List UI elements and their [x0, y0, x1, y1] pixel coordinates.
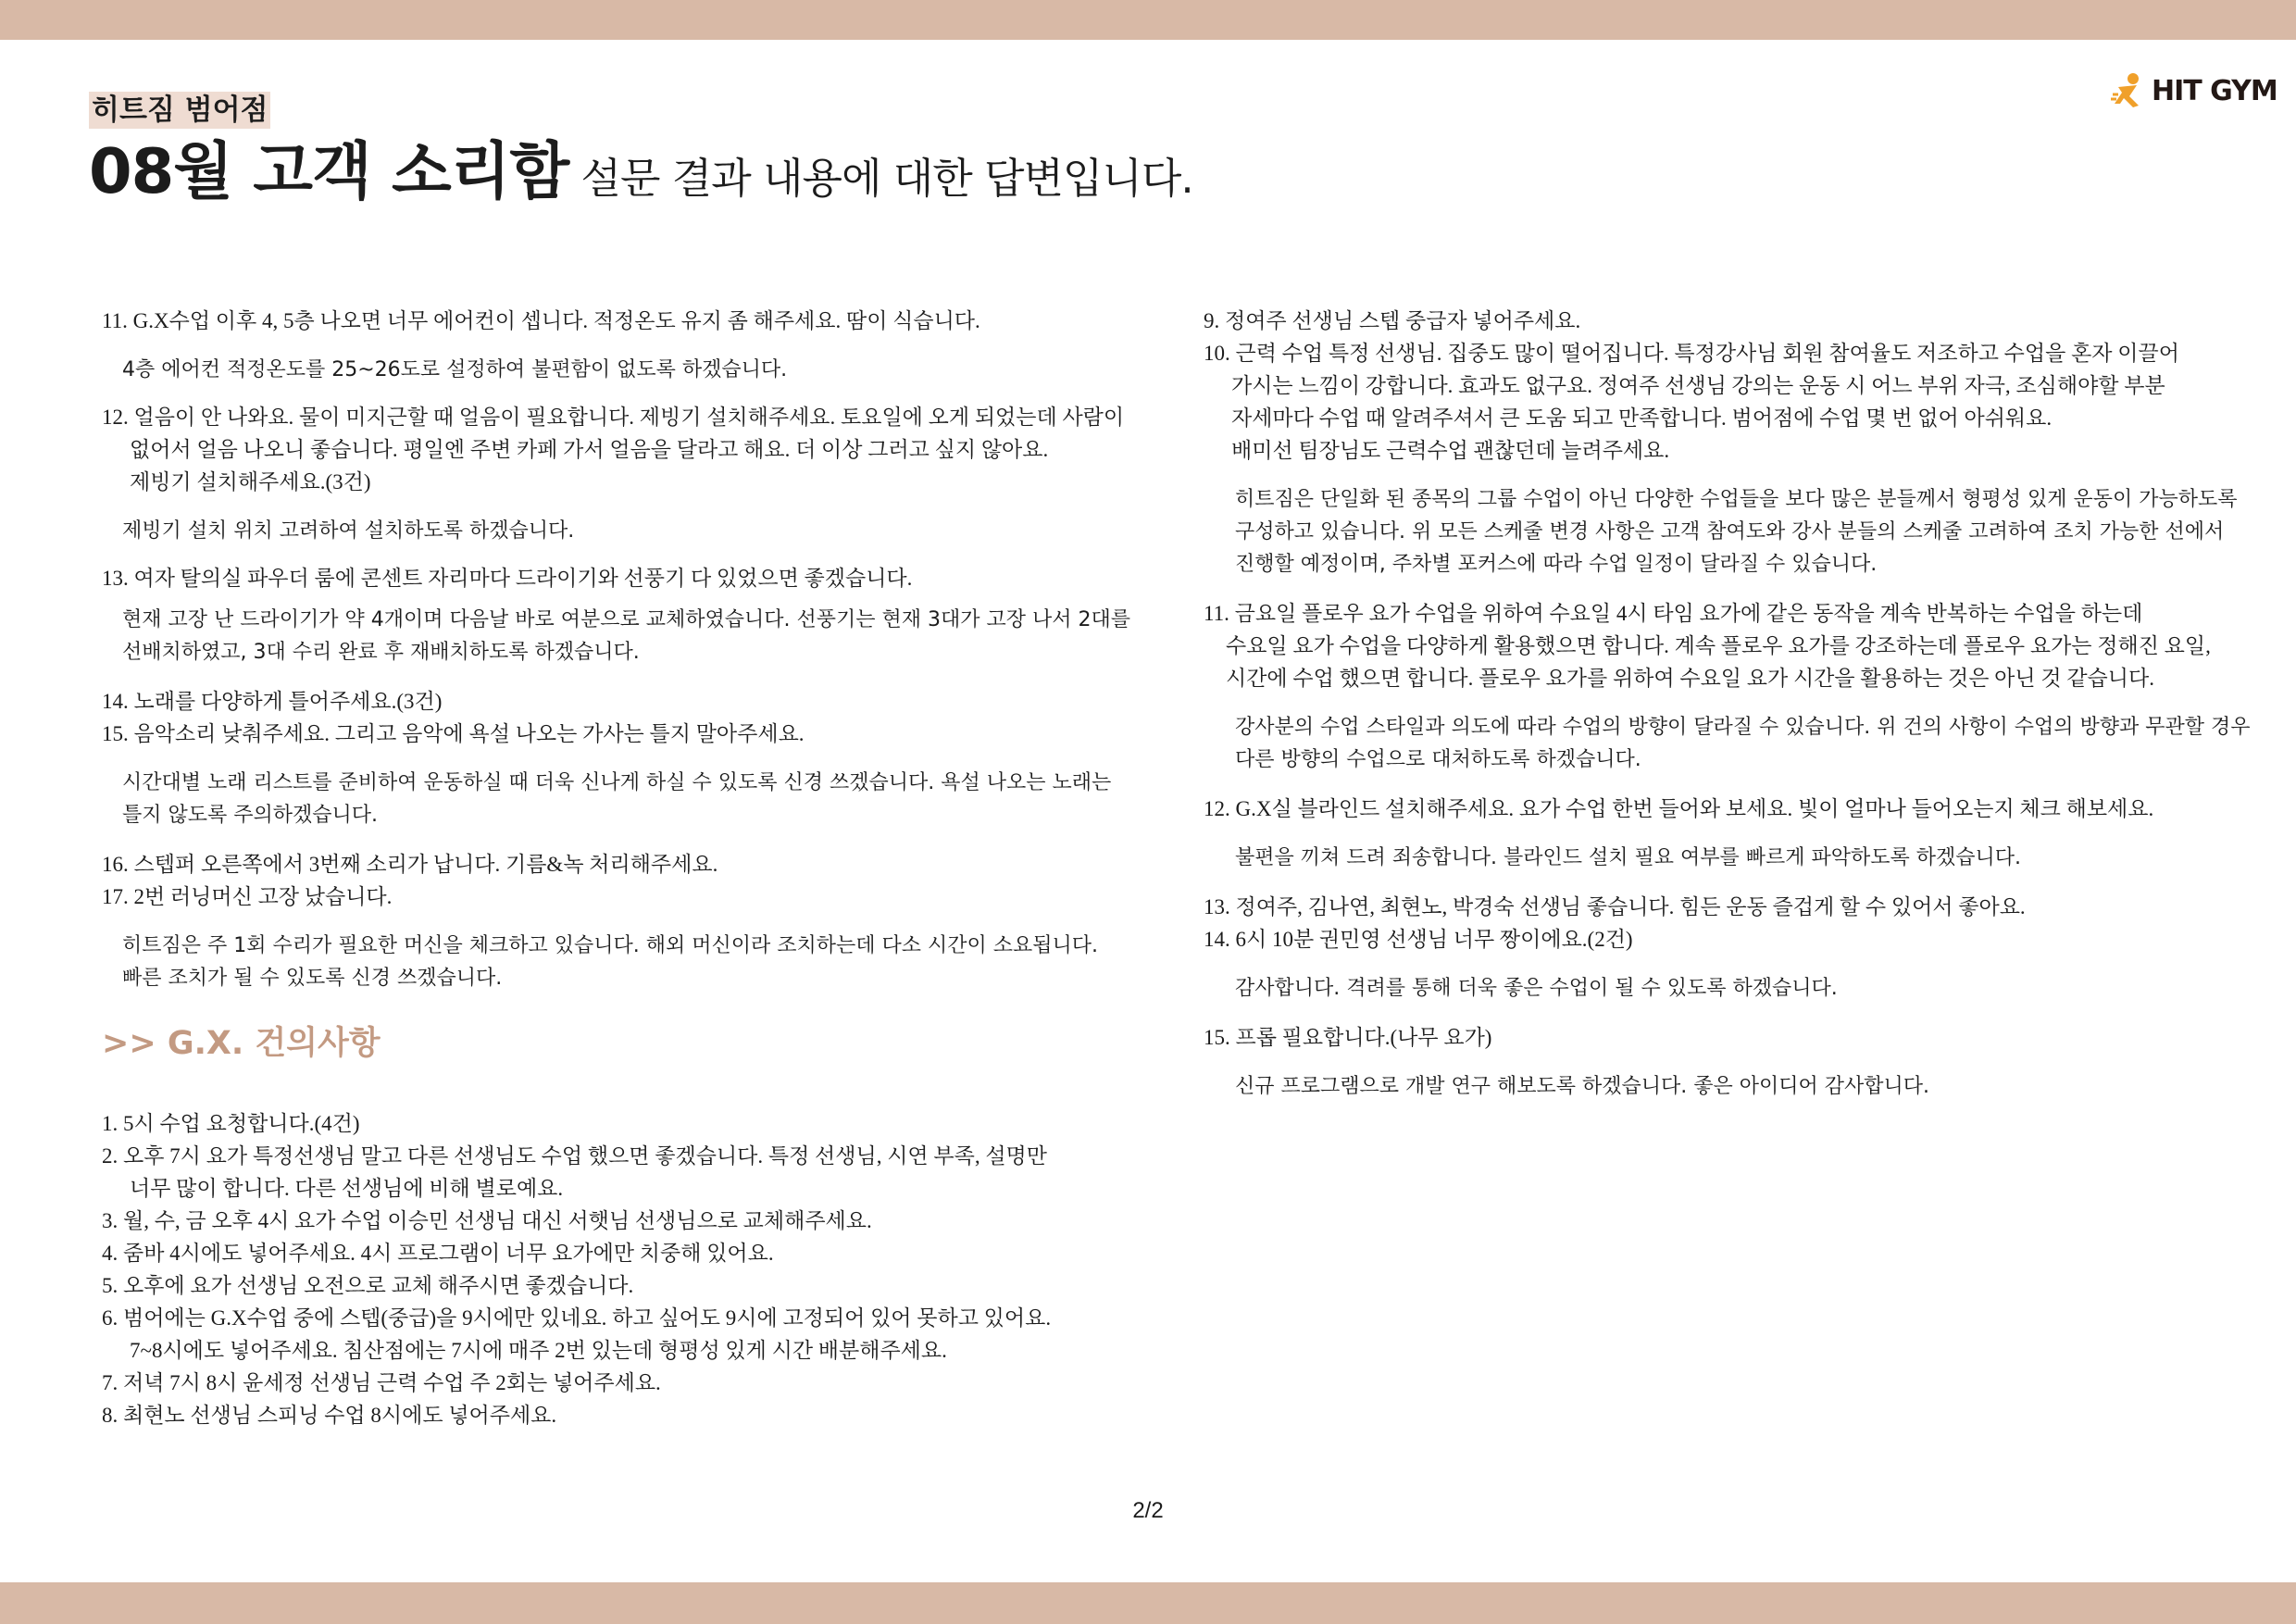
- question-12: 12. 얼음이 안 나와요. 물이 미지근할 때 얼음이 필요합니다. 제빙기 설치해주세요. 토요일에 오게 되었는데 사람이 없어서 얼음 나오니 좋습니다. 평일엔 주변 카페 가서 얼음을 달라고 해요. 더 이상 그러고 싶지 않아요. 제빙기 설치해주세요.(3건): [102, 406, 1125, 493]
- page-number: 2/2: [1132, 1498, 1164, 1523]
- question-12: 12. G.X실 블라인드 설치해주세요. 요가 수업 한번 들어와 보세요. 빛이 얼마나 들어오는지 체크 해보세요.: [1204, 797, 2154, 820]
- answer-15: 신규 프로그램으로 개발 연구 해보도록 하겠습니다. 좋은 아이디어 감사합니다.: [1235, 1075, 1929, 1098]
- question-15: 15. 프롭 필요합니다.(나무 요가): [1204, 1026, 1492, 1049]
- list-item: 8. 최현노 선생님 스피닝 수업 8시에도 넣어주세요.: [102, 1404, 557, 1427]
- gx-section-title: >> G.X. 건의사항: [102, 1025, 381, 1062]
- branch-label: 히트짐 범어점: [89, 92, 270, 129]
- runner-icon: [2111, 72, 2148, 109]
- hitgym-logo: [2111, 72, 2277, 109]
- question-13-14: 13. 정여주, 김나연, 최현노, 박경숙 선생님 좋습니다. 힘든 운동 즐겁게 할 수 있어서 좋아요. 14. 6시 10분 권민영 선생님 너무 짱이에요.(2건): [1204, 895, 2026, 951]
- answer-11: 4층 에어컨 적정온도를 25~26도로 설정하여 불편함이 없도록 하겠습니다.: [122, 358, 788, 381]
- top-band: [0, 0, 2296, 40]
- list-item: 4. 줌바 4시에도 넣어주세요. 4시 프로그램이 너무 요가에만 치중해 있어요.: [102, 1242, 774, 1265]
- bottom-band: [0, 1582, 2296, 1624]
- list-item: 너무 많이 합니다. 다른 선생님에 비해 별로예요.: [130, 1177, 564, 1200]
- question-11: 11. G.X수업 이후 4, 5층 나오면 너무 에어컨이 셉니다. 적정온도 유지 좀 해주세요. 땀이 식습니다.: [102, 309, 980, 332]
- answer-14-15: 시간대별 노래 리스트를 준비하여 운동하실 때 더욱 신나게 하실 수 있도록 신경 쓰겠습니다. 욕설 나오는 노래는 틀지 않도록 주의하겠습니다.: [122, 771, 1112, 827]
- question-13: 13. 여자 탈의실 파우더 룸에 콘센트 자리마다 드라이기와 선풍기 다 있었으면 좋겠습니다.: [102, 567, 913, 590]
- answer-9-10: 히트짐은 단일화 된 종목의 그룹 수업이 아닌 다양한 수업들을 보다 많은 분들께서 형평성 있게 운동이 가능하도록 구성하고 있습니다. 위 모든 스케줄 변경 사항은 고객 참여도와 강사 분들의 스케줄 고려하여 조치 가능한 선에서 진행할 예정이며, 주차별 포커스에 따라 수업 일정이 달라질 수 있습니다.: [1235, 488, 2238, 576]
- gx-suggestion-list: [102, 1107, 1111, 1431]
- right-column: [1204, 305, 2251, 1103]
- question-16-17: 16. 스텝퍼 오른쪽에서 3번째 소리가 납니다. 기름&녹 처리해주세요. 17. 2번 러닝머신 고장 났습니다.: [102, 853, 718, 908]
- answer-13: 현재 고장 난 드라이기가 약 4개이며 다음날 바로 여분으로 교체하였습니다. 선풍기는 현재 3대가 고장 나서 2대를 선배치하였고, 3대 수리 완료 후 재배치하도록 하겠습니다.: [122, 608, 1130, 664]
- list-item: 3. 월, 수, 금 오후 4시 요가 수업 이승민 선생님 대신 서햇님 선생님으로 교체해주세요.: [102, 1209, 872, 1232]
- list-item: 5. 오후에 요가 선생님 오전으로 교체 해주시면 좋겠습니다.: [102, 1274, 634, 1297]
- list-item: 6. 범어에는 G.X수업 중에 스텝(중급)을 9시에만 있네요. 하고 싶어도 9시에 고정되어 있어 못하고 있어요.: [102, 1306, 1052, 1330]
- question-14-15: 14. 노래를 다양하게 틀어주세요.(3건) 15. 음악소리 낮춰주세요. 그리고 음악에 욕설 나오는 가사는 틀지 말아주세요.: [102, 690, 805, 745]
- list-item: 7. 저녁 7시 8시 윤세정 선생님 근력 수업 주 2회는 넣어주세요.: [102, 1371, 661, 1394]
- title-subtitle: 설문 결과 내용에 대한 답변입니다.: [568, 154, 1193, 203]
- answer-11: 강사분의 수업 스타일과 의도에 따라 수업의 방향이 달라질 수 있습니다. 위 건의 사항이 수업의 방향과 무관할 경우 다른 방향의 수업으로 대처하도록 하겠습니다.: [1235, 716, 2251, 771]
- question-9-10: 9. 정여주 선생님 스텝 중급자 넣어주세요. 10. 근력 수업 특정 선생님. 집중도 많이 떨어집니다. 특정강사님 회원 참여율도 저조하고 수업을 혼자 이끌어 가시는 느낌이 강합니다. 효과도 없구요. 정여주 선생님 강의는 운동 시 어느 부위 자극, 조심해야할 부분 자세마다 수업 때 알려주셔서 큰 도움 되고 만족합니다. 범어점에 수업 몇 번 없어 아쉬워요. 배미선 팀장님도 근력수업 괜찮던데 늘려주세요.: [1204, 309, 2179, 462]
- list-item: 1. 5시 수업 요청합니다.(4건): [102, 1112, 360, 1135]
- list-item: 7~8시에도 넣어주세요. 침산점에는 7시에 매주 2번 있는데 형평성 있게 시간 배분해주세요.: [130, 1339, 947, 1362]
- title-bold: 08월 고객 소리함: [89, 135, 569, 207]
- list-item: 2. 오후 7시 요가 특정선생님 말고 다른 선생님도 수업 했으면 좋겠습니다. 특정 선생님, 시연 부족, 설명만: [102, 1144, 1047, 1168]
- page-title: [89, 130, 1193, 220]
- answer-12: 불편을 끼쳐 드려 죄송합니다. 블라인드 설치 필요 여부를 빠르게 파악하도록 하겠습니다.: [1235, 846, 2021, 869]
- logo-text: HIT GYM: [2152, 74, 2277, 107]
- question-11: 11. 금요일 플로우 요가 수업을 위하여 수요일 4시 타임 요가에 같은 동작을 계속 반복하는 수업을 하는데 수요일 요가 수업을 다양하게 활용했으면 합니다. 계속 플로우 요가를 강조하는데 플로우 요가는 정해진 요일, 시간에 수업 했으면 합니다. 플로우 요가를 위하여 수요일 요가 시간을 활용하는 것은 아닌 것 같습니다.: [1204, 602, 2211, 690]
- answer-16-17: 히트짐은 주 1회 수리가 필요한 머신을 체크하고 있습니다. 해외 머신이라 조치하는데 다소 시간이 소요됩니다. 빠른 조치가 될 수 있도록 신경 쓰겠습니다.: [122, 934, 1098, 990]
- answer-13-14: 감사합니다. 격려를 통해 더욱 좋은 수업이 될 수 있도록 하겠습니다.: [1235, 977, 1838, 1000]
- left-column: [102, 305, 1130, 1431]
- answer-12: 제빙기 설치 위치 고려하여 설치하도록 하겠습니다.: [122, 519, 575, 543]
